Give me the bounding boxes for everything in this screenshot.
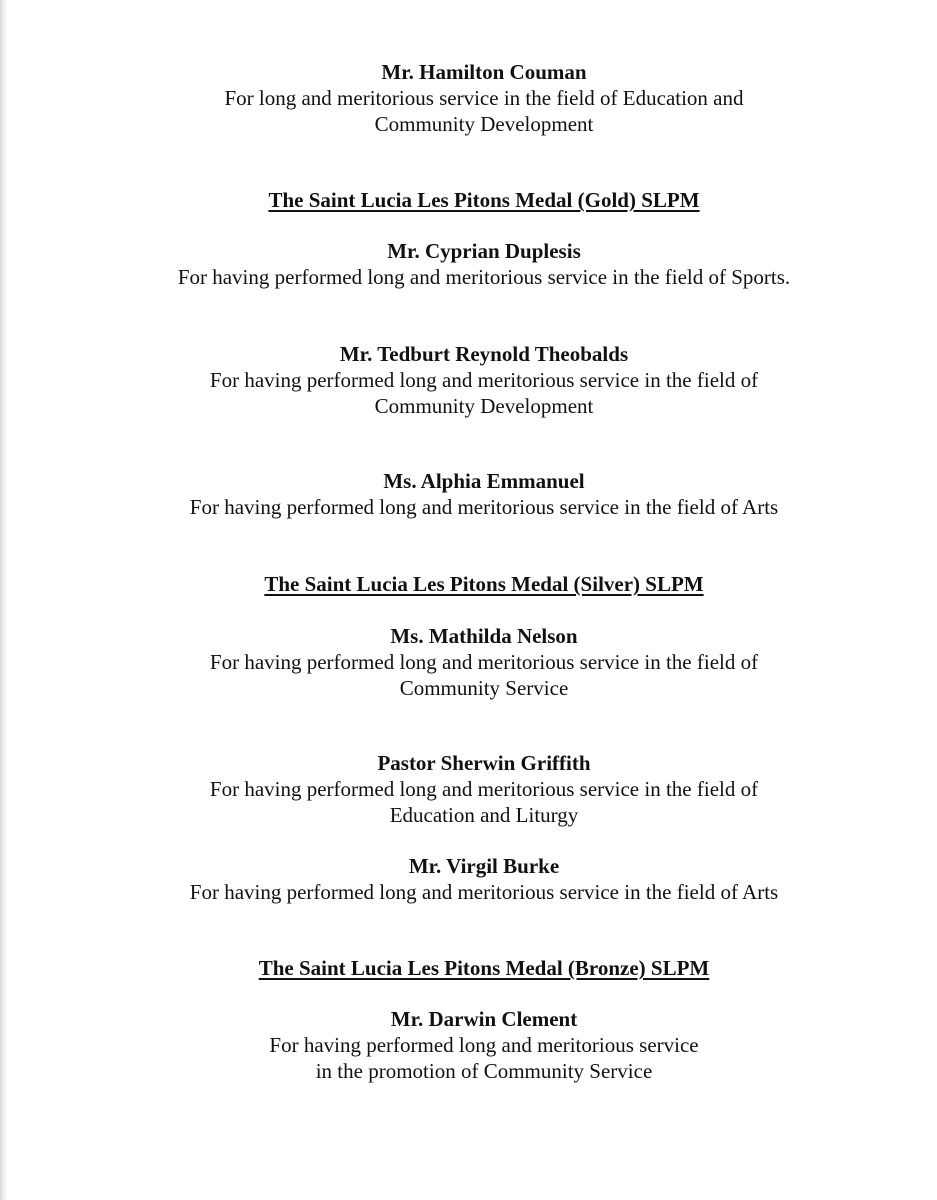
award-entry bbox=[0, 750, 937, 828]
recipient-citation: For having performed long and meritorious service in the field of Education and Liturgy bbox=[209, 777, 759, 827]
award-entry bbox=[0, 59, 937, 137]
award-entry bbox=[0, 341, 937, 419]
recipient-name: Mr. Darwin Clement bbox=[390, 1007, 578, 1031]
recipient-citation: For having performed long and meritorious service in the field of Arts bbox=[189, 880, 779, 904]
recipient-citation: For having performed long and meritorious service in the field of Sports. bbox=[177, 265, 791, 289]
section-heading-gold: The Saint Lucia Les Pitons Medal (Gold) SLPM bbox=[268, 188, 700, 212]
recipient-citation: For having performed long and meritorious service in the field of Community Development bbox=[209, 368, 759, 418]
award-entry bbox=[0, 623, 937, 701]
recipient-citation: For having performed long and meritorious service in the promotion of Community Service bbox=[269, 1033, 699, 1083]
award-entry bbox=[0, 468, 937, 520]
section-heading-bronze: The Saint Lucia Les Pitons Medal (Bronze) SLPM bbox=[258, 956, 710, 980]
recipient-citation: For having performed long and meritorious service in the field of Community Service bbox=[209, 650, 759, 700]
award-entry bbox=[0, 853, 937, 905]
recipient-name: Pastor Sherwin Griffith bbox=[377, 751, 591, 775]
recipient-name: Ms. Alphia Emmanuel bbox=[383, 469, 585, 493]
recipient-name: Mr. Hamilton Couman bbox=[381, 60, 587, 84]
recipient-name: Mr. Virgil Burke bbox=[408, 854, 560, 878]
recipient-name: Mr. Cyprian Duplesis bbox=[387, 239, 581, 263]
recipient-citation: For long and meritorious service in the field of Education and Community Development bbox=[224, 86, 744, 136]
award-entry bbox=[0, 1006, 937, 1084]
recipient-citation: For having performed long and meritorious service in the field of Arts bbox=[189, 495, 779, 519]
section-heading-silver: The Saint Lucia Les Pitons Medal (Silver) SLPM bbox=[264, 572, 704, 596]
recipient-name: Mr. Tedburt Reynold Theobalds bbox=[339, 342, 629, 366]
award-entry bbox=[0, 238, 937, 290]
recipient-name: Ms. Mathilda Nelson bbox=[390, 624, 578, 648]
